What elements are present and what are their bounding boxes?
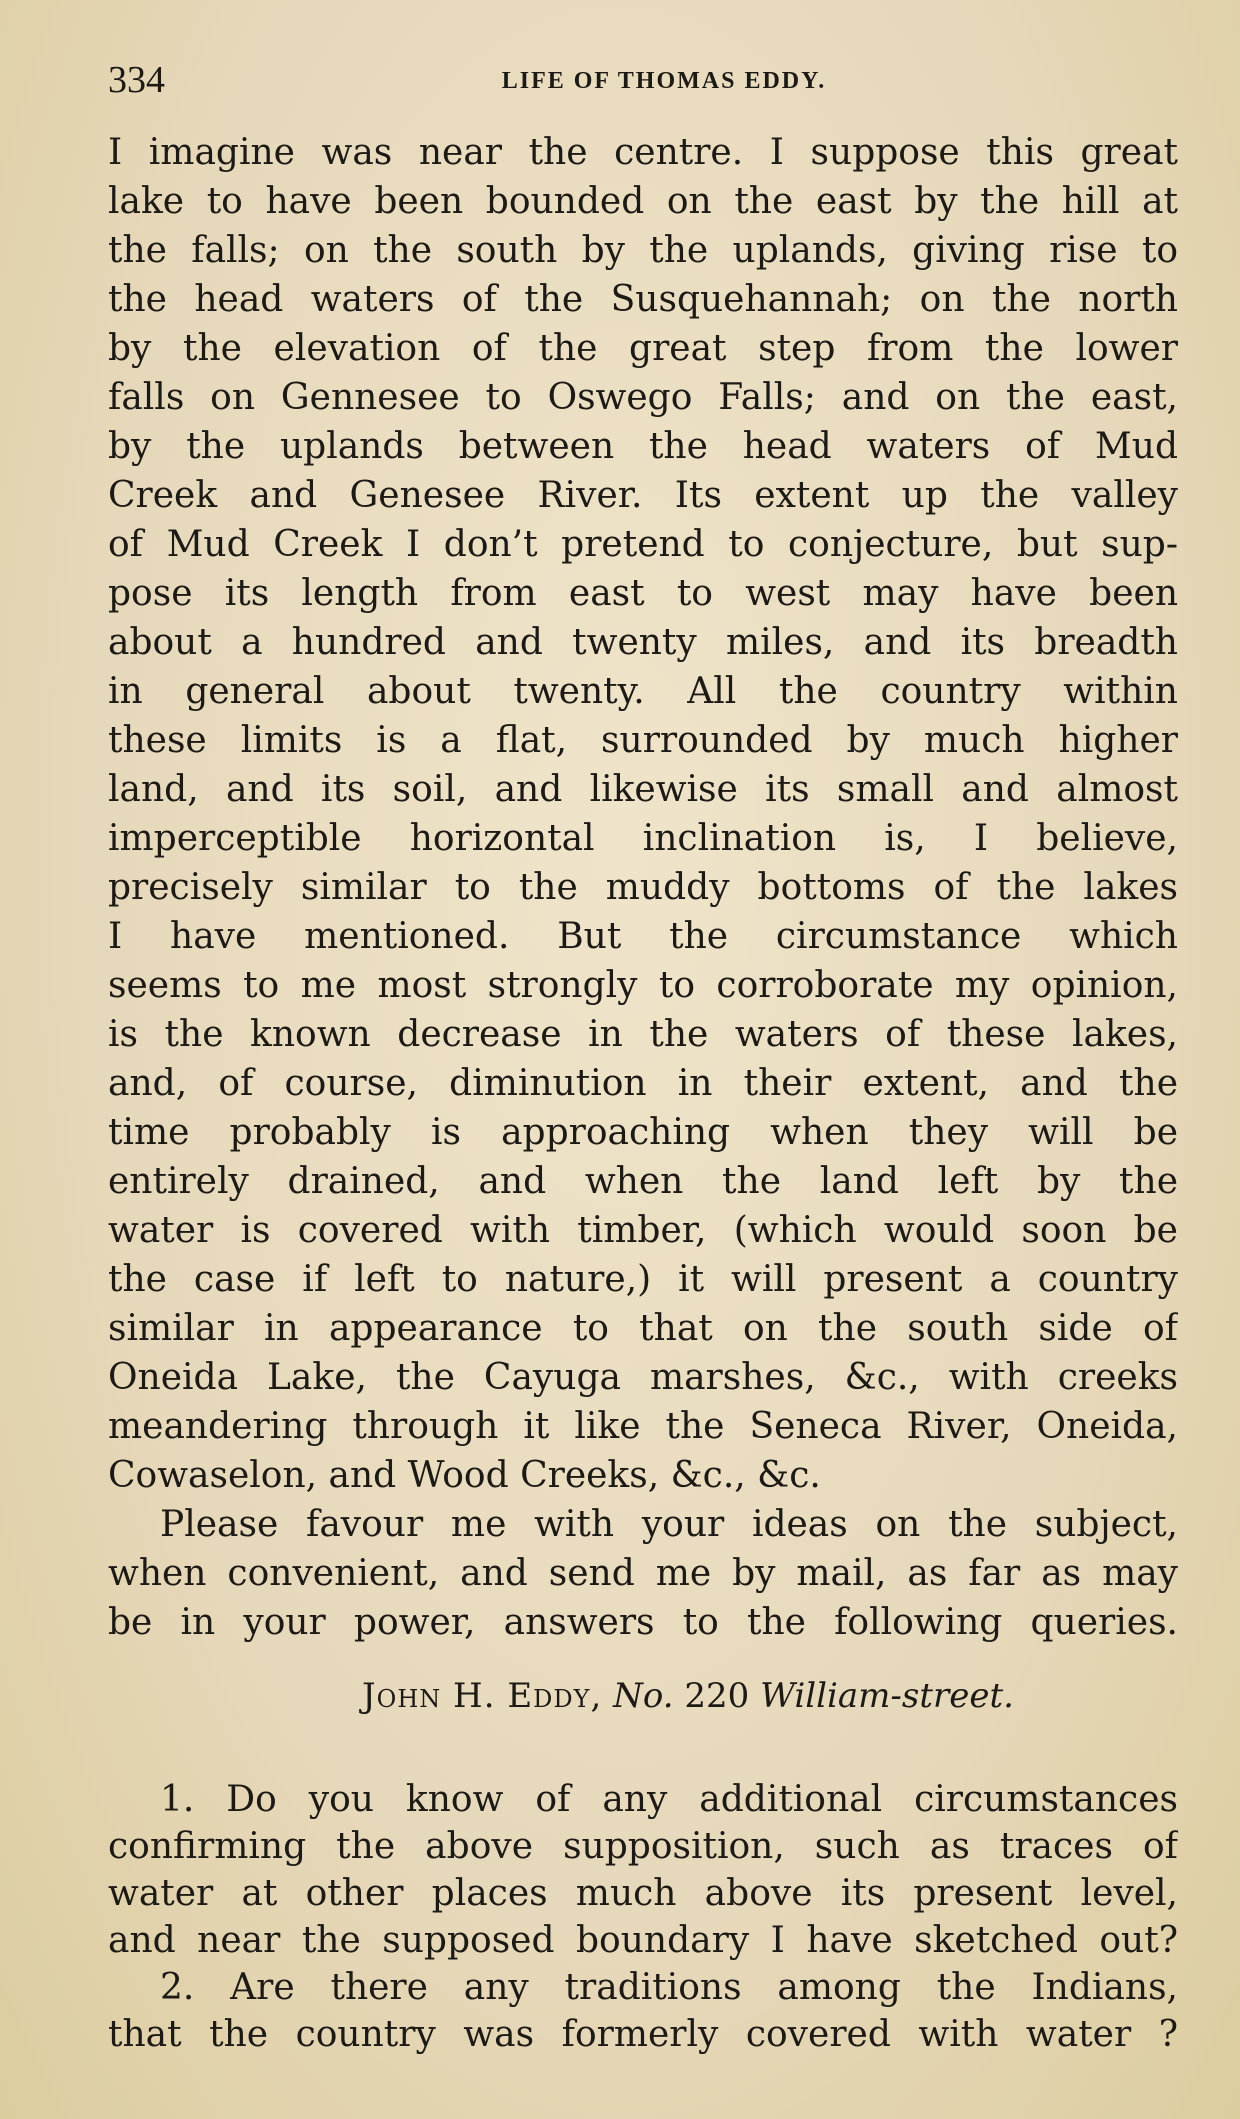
text-line: similar in appearance to that on the south side of: [108, 1308, 1178, 1349]
signature-street: William-street.: [760, 1676, 1014, 1716]
text-line: water is covered with timber, (which would soon be: [108, 1210, 1178, 1251]
text-line: imperceptible horizontal inclination is, I believe,: [108, 818, 1178, 859]
text-line: precisely similar to the muddy bottoms of the lakes: [108, 867, 1178, 908]
text-line: the case if left to nature,) it will present a country: [108, 1259, 1178, 1300]
text-line: I have mentioned. But the circumstance which: [108, 916, 1178, 957]
text-line: the head waters of the Susquehannah; on the north: [108, 279, 1178, 320]
text-line: time probably is approaching when they will be: [108, 1112, 1178, 1153]
text-line: about a hundred and twenty miles, and its breadth: [108, 622, 1178, 663]
letter-signature: [108, 1672, 1178, 1721]
query-line: confirming the above supposition, such as traces of: [108, 1826, 1178, 1867]
signature-address-no: No.: [613, 1676, 674, 1716]
text-line: lake to have been bounded on the east by the hill at: [108, 181, 1178, 222]
text-line: and, of course, diminution in their extent, and the: [108, 1063, 1178, 1104]
text-line: falls on Gennesee to Oswego Falls; and on the east,: [108, 377, 1178, 418]
text-line: is the known decrease in the waters of these lakes,: [108, 1014, 1178, 1055]
query-line: 1. Do you know of any additional circumstances: [160, 1779, 1178, 1820]
text-line: meandering through it like the Seneca River, Oneida,: [108, 1406, 1178, 1447]
text-line: when convenient, and send me by mail, as far as may: [108, 1553, 1178, 1594]
text-line: be in your power, answers to the following queries.: [108, 1602, 1178, 1643]
text-line: by the uplands between the head waters of Mud: [108, 426, 1178, 467]
text-line: the falls; on the south by the uplands, giving rise to: [108, 230, 1178, 271]
text-line: Cowaselon, and Wood Creeks, &c., &c.: [108, 1455, 821, 1496]
text-line: in general about twenty. All the country within: [108, 671, 1178, 712]
text-line: by the elevation of the great step from the lower: [108, 328, 1178, 369]
query-line: water at other places much above its present level,: [108, 1873, 1178, 1914]
text-line: these limits is a flat, surrounded by much higher: [108, 720, 1178, 761]
text-line: of Mud Creek I don’t pretend to conjecture, but sup-: [108, 524, 1178, 565]
text-line: I imagine was near the centre. I suppose this great: [108, 132, 1178, 173]
text-line: entirely drained, and when the land left by the: [108, 1161, 1178, 1202]
query-line: and near the supposed boundary I have sketched out?: [108, 1920, 1178, 1961]
page-header: [108, 58, 1180, 108]
running-head: LIFE OF THOMAS EDDY.: [501, 68, 827, 94]
text-line: pose its length from east to west may have been: [108, 573, 1178, 614]
text-line: Please favour me with your ideas on the subject,: [160, 1504, 1178, 1545]
queries-list: [108, 1776, 1178, 2058]
signature-address-number: 220: [684, 1676, 750, 1716]
body-text: [108, 128, 1178, 1647]
text-line: Oneida Lake, the Cayuga marshes, &c., with creeks: [108, 1357, 1178, 1398]
query-line: 2. Are there any traditions among the Indians,: [160, 1967, 1178, 2008]
signature-name: John H. Eddy,: [362, 1676, 603, 1716]
text-line: seems to me most strongly to corroborate my opinion,: [108, 965, 1178, 1006]
query-line: that the country was formerly covered with water ?: [108, 2014, 1178, 2055]
text-line: land, and its soil, and likewise its small and almost: [108, 769, 1178, 810]
text-line: Creek and Genesee River. Its extent up the valley: [108, 475, 1178, 516]
page-number: 334: [108, 59, 165, 101]
